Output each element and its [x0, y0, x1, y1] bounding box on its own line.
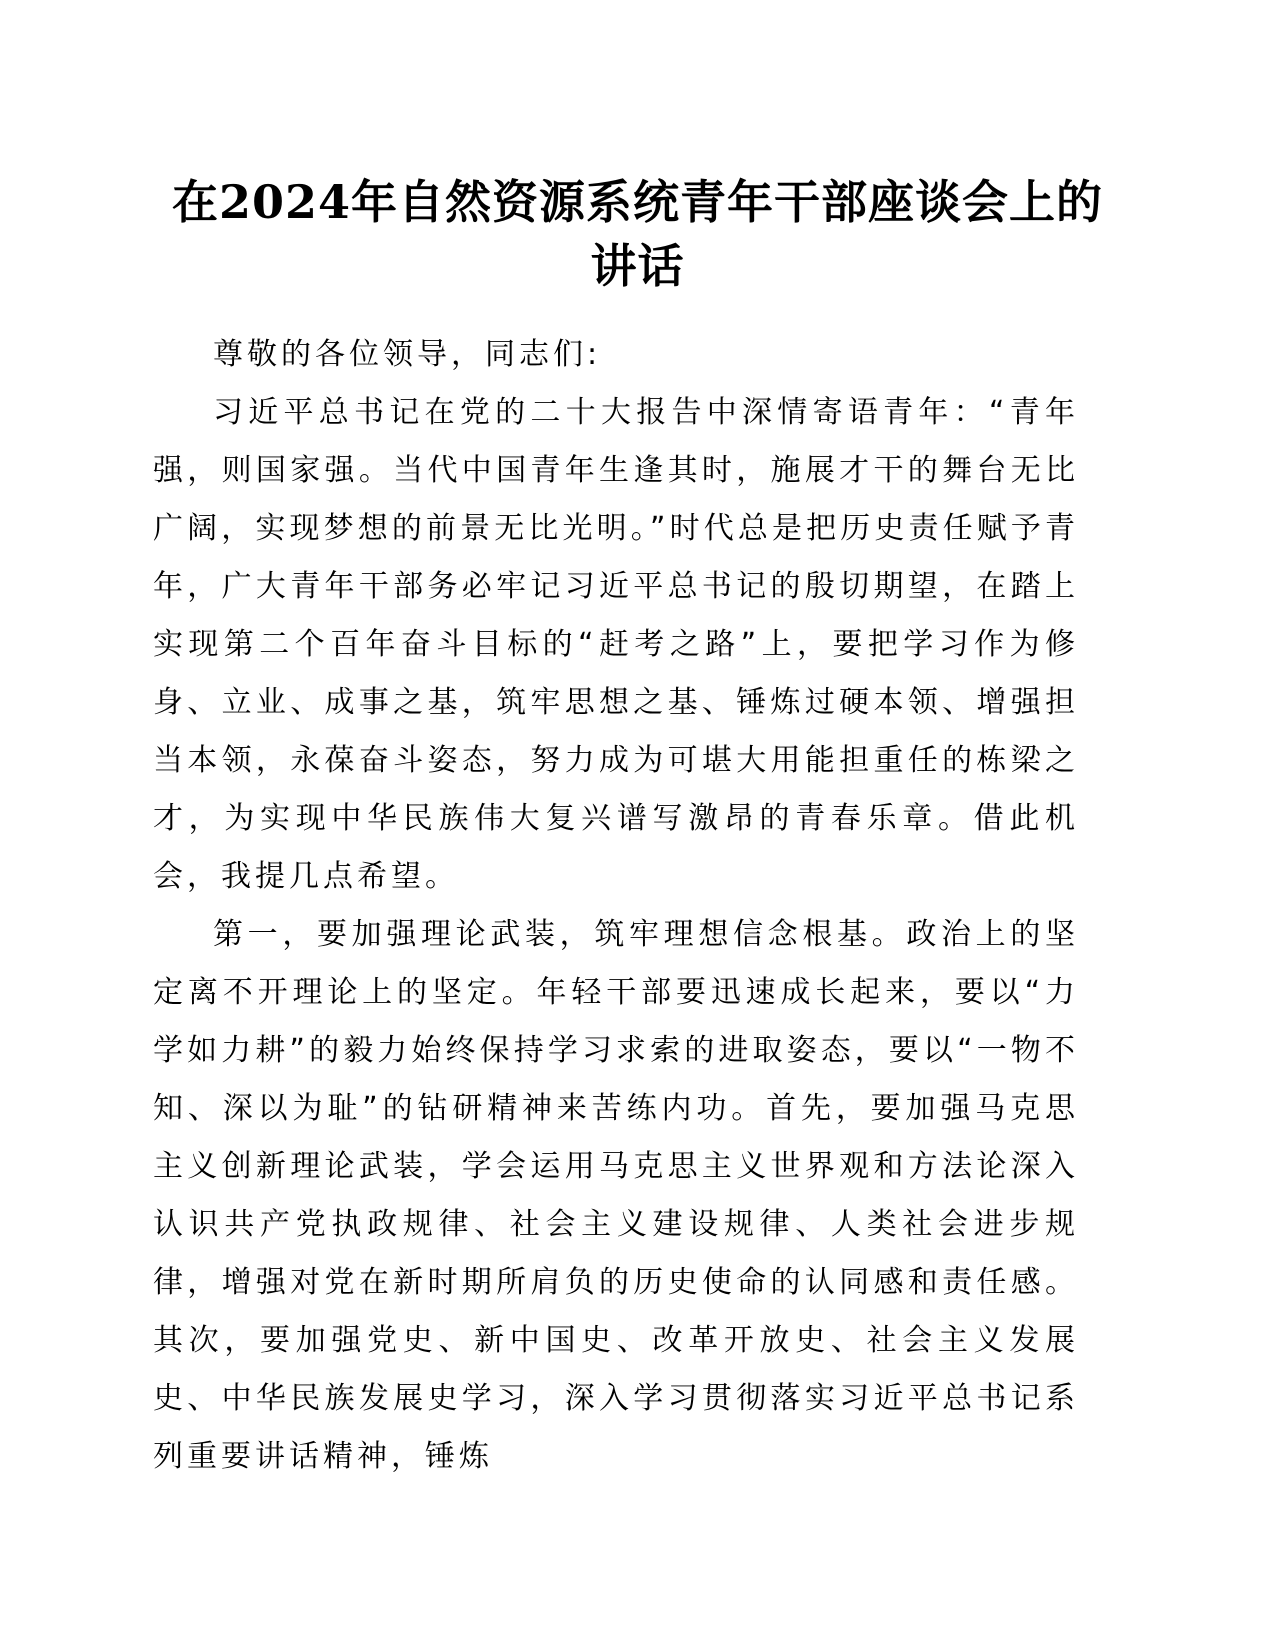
paragraph-intro: 习近平总书记在党的二十大报告中深情寄语青年：“青年强，则国家强。当代中国青年生逢其时，施展才干的舞台无比广阔，实现梦想的前景无比光明。”时代总是把历史责任赋予青年，广大青年干部务必牢记习近平总书记的殷切期望，在踏上实现第二个百年奋斗目标的“赶考之路”上，要把学习作为修身、立业、成事之基，筑牢思想之基、锤炼过硬本领、增强担当本领，永葆奋斗姿态，努力成为可堪大用能担重任的栋梁之才，为实现中华民族伟大复兴谱写激昂的青春乐章。借此机会，我提几点希望。: [153, 395, 1079, 894]
greeting-line: 尊敬的各位领导，同志们:: [213, 337, 602, 372]
document-body: [153, 326, 1079, 1486]
paragraph-first-point: 第一，要加强理论武装，筑牢理想信念根基。政治上的坚定离不开理论上的坚定。年轻干部要迅速成长起来，要以“力学如力耕”的毅力始终保持学习求索的进取姿态，要以“一物不知、深以为耻”的钻研精神来苦练内功。首先，要加强马克思主义创新理论武装，学会运用马克思主义世界观和方法论深入认识共产党执政规律、社会主义建设规律、人类社会进步规律，增强对党在新时期所肩负的历史使命的认同感和责任感。其次，要加强党史、新中国史、改革开放史、社会主义发展史、中华民族发展史学习，深入学习贯彻落实习近平总书记系列重要讲话精神，锤炼: [153, 917, 1079, 1474]
document-title: 在2024年自然资源系统青年干部座谈会上的讲话: [171, 175, 1104, 293]
